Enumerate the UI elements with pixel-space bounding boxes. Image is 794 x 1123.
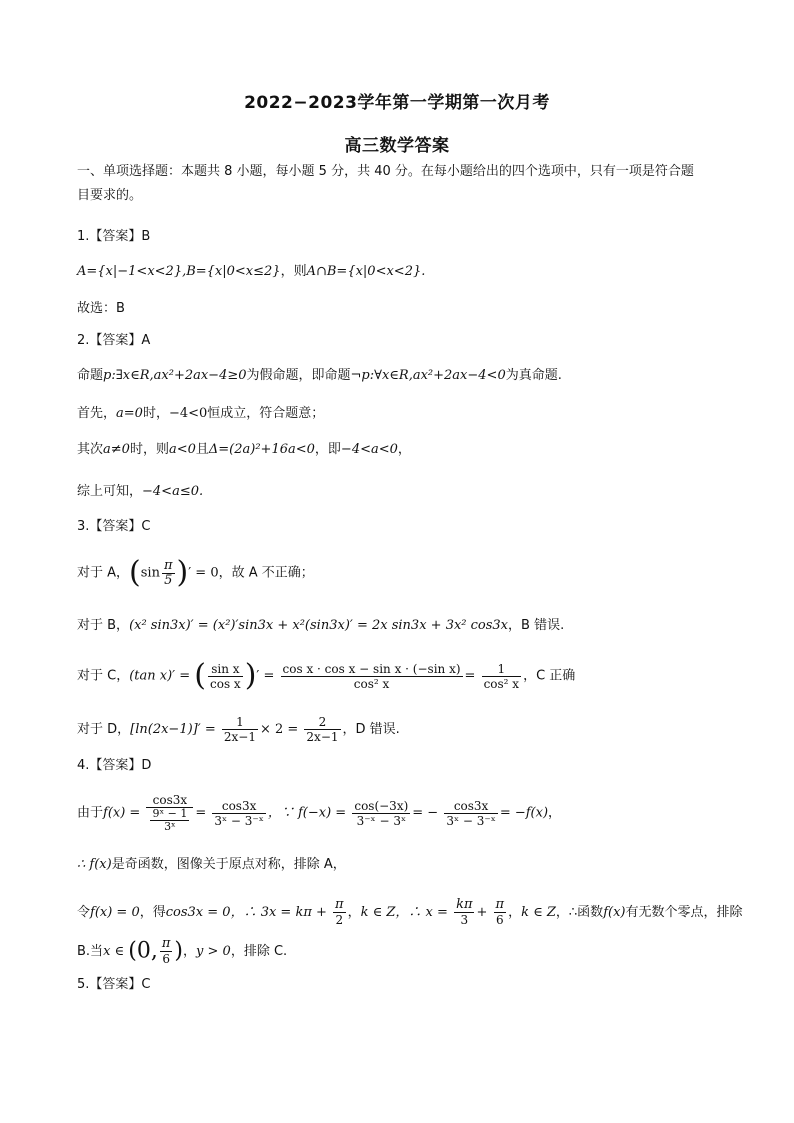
q4-answer: 4.【答案】D <box>77 758 152 773</box>
section-intro-line1: 一、单项选择题：本题共 8 小题，每小题 5 分，共 40 分。在每小题给出的四个选项中，只有一项是符合题 <box>77 164 694 179</box>
q3-option-d: 对于 D，[ln(2x−1)]′ = $\frac{1}{2x-1}$ × 2 = $\frac{2}{2x-1}$ ，D 错误. <box>77 715 400 744</box>
q4-line1: 由于f(x) = $\frac{\cos 3x}{\frac{\text{9ˣ − 1}}{\text{3ˣ}}}$ = $\frac{\cos 3x}{\text{3ˣ − 3⁻ˣ}}$ ，∵ f(−x) = $\frac{\cos(-3x)}{\text{3⁻ˣ − 3ˣ}}$ = − $\frac{\cos 3x}{\text{3ˣ − 3⁻ˣ}}$ = −f(x)， <box>77 793 562 833</box>
q1-choose: 故选：B <box>77 301 125 316</box>
q5-answer: 5.【答案】C <box>77 977 151 992</box>
page-subtitle: 高三数学答案 <box>344 136 450 156</box>
q1-solution: A={x|−1<x<2},B={x|0<x≤2}，则A∩B={x|0<x<2}. <box>77 264 426 279</box>
q3-option-c: 对于 C，(tan x)′ = ( $\frac{\text{sin x}}{\text{cos x}}$ )′ = $\frac{\text{cos x · cos x − sin x · (−sin x)}}{\text{cos² x}}$ = $\frac{1}{\text{cos² x}}$ ，C 正确 <box>77 658 576 693</box>
q2-line4: 综上可知，−4<a≤0. <box>77 484 204 499</box>
q2-line2: 首先，a=0时，−4<0恒成立，符合题意； <box>77 406 325 421</box>
q1-set-def: A={x|−1<x<2},B={x|0<x≤2} <box>77 264 281 279</box>
q2-line3: 其次a≠0时，则a<0且Δ=(2a)²+16a<0，即−4<a<0， <box>77 442 411 457</box>
q2-line1: 命题p:∃x∈R,ax²+2ax−4≥0为假命题，即命题¬p:∀x∈R,ax²+2ax−4<0为真命题. <box>77 368 562 383</box>
q3-option-a: 对于 A，(sin $\frac{\pi}{5}$ )′ = 0，故 A 不正确； <box>77 555 314 590</box>
section-intro-line2: 目要求的。 <box>77 188 143 203</box>
q4-line2: ∴ f(x)是奇函数，图像关于原点对称，排除 A， <box>77 857 346 872</box>
page-title: 2022−2023学年第一学期第一次月考 <box>244 93 550 113</box>
q3-option-b: 对于 B，(x² sin3x)′ = (x²)′sin3x + x²(sin3x)′ = 2x sin3x + 3x² cos3x，B 错误. <box>77 618 565 633</box>
q2-answer: 2.【答案】A <box>77 333 151 348</box>
q4-line4: B.当x ∈ (0, $\frac{\pi}{6}$ )，y > 0，排除 C. <box>77 936 288 966</box>
q3-answer: 3.【答案】C <box>77 519 151 534</box>
q4-line3: 令f(x) = 0，得cos3x = 0，∴ 3x = kπ + $\frac{\pi}{2}$ ，k ∈ Z，∴ x = $\frac{k\pi}{3}$ + $\frac{\pi}{6}$ ，k ∈ Z，∴函数f(x)有无数个零点，排除 <box>77 897 743 927</box>
q1-answer: 1.【答案】B <box>77 229 151 244</box>
q1-intersection: A∩B={x|0<x<2}. <box>306 264 426 279</box>
